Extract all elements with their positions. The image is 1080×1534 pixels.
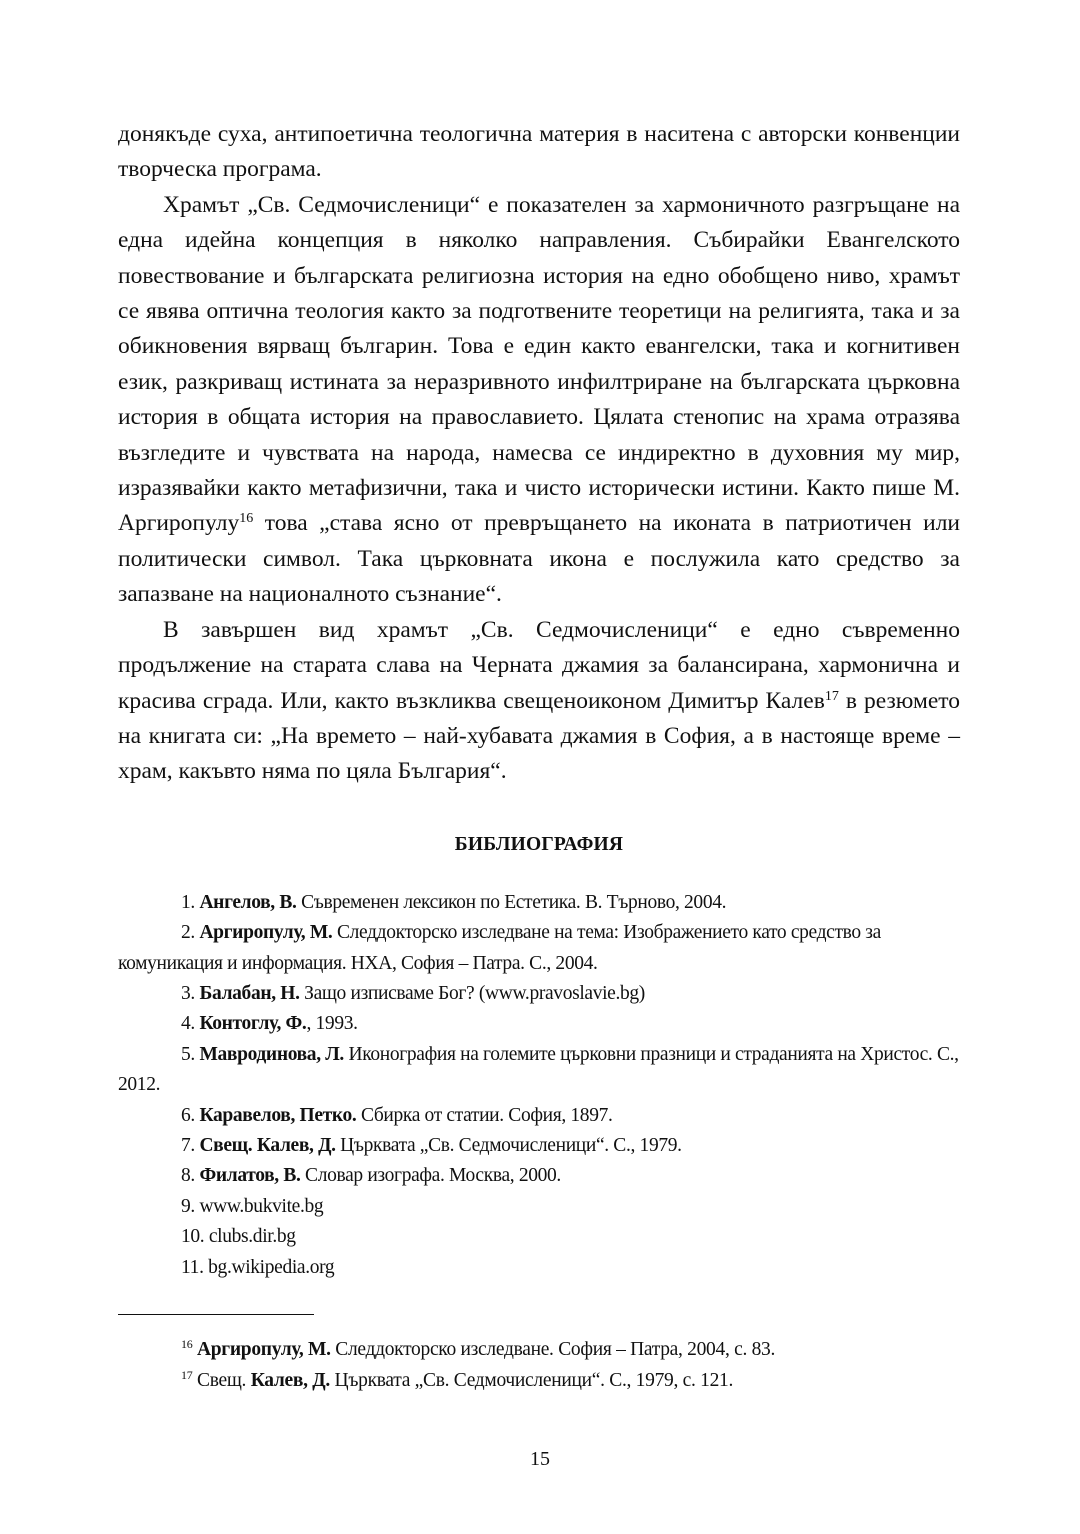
bibliography-author: Аргиропулу, М.	[199, 922, 333, 944]
bibliography-list	[118, 888, 960, 1283]
paragraph-2	[118, 188, 960, 613]
bibliography-item: 1. Ангелов, В. Съвременен лексикон по Естетика. В. Търново, 2004.	[181, 891, 727, 913]
bibliography-item: 2. Аргиропулу, М. Следдокторско изследване на тема: Изображението като средство за комуникация и информация. НХА, София – Патра. С., 2004.	[118, 922, 881, 974]
main-text	[118, 117, 960, 1283]
bibliography-author: Ангелов, В.	[199, 891, 297, 913]
bibliography-author: Контоглу, Ф.	[199, 1013, 307, 1035]
bibliography-heading: БИБЛИОГРАФИЯ	[454, 833, 624, 855]
footnote-ref-16[interactable]: 16	[239, 511, 254, 527]
footnote-ref-17[interactable]: 17	[824, 688, 839, 704]
bibliography-author: Балабан, Н.	[199, 982, 300, 1004]
bibliography-author: Филатов, В.	[199, 1165, 301, 1187]
footnote-separator	[118, 1314, 314, 1315]
bibliography-link[interactable]: www.bukvite.bg	[199, 1195, 324, 1217]
bibliography-item: 8. Филатов, В. Словар изографа. Москва, 2000.	[181, 1165, 561, 1187]
bibliography-item: 10. clubs.dir.bg	[181, 1226, 296, 1248]
paragraph-2-text: Храмът „Св. Седмочисленици“ е показателен за хармоничното разгръщане на една идейна концепция в няколко направления. Събирайки Евангелското повествование и българската религиозна история на едно обобщено ниво, храмът се явява оптична теология както за подготвените теоретици на религията, така и за обикновения вярващ българин. Това е един както евангелски, така и когнитивен език, разкриващ истината за неразривното инфилтриране на българската църковна история в общата история на православието. Цялата стенопис на храма отразява възгледите и чувствата на народа, намесва се индиректно в духовния му мир, изразявайки както метафизични, така и чисто исторически истини. Както пише М. Аргиропулу	[118, 191, 960, 537]
bibliography-author: Мавродинова, Л.	[199, 1043, 344, 1065]
bibliography-item: 6. Каравелов, Петко. Сбирка от статии. София, 1897.	[181, 1104, 613, 1126]
bibliography-item: 5. Мавродинова, Л. Иконография на големите църковни празници и страданията на Христос. С., 2012.	[118, 1043, 959, 1096]
bibliography-author: Свещ. Калев, Д.	[199, 1134, 336, 1156]
footnote-16: $^{16}$ Аргиропулу, М. Следдокторско изследване. София – Патра, 2004, с. 83.	[181, 1337, 776, 1360]
bibliography-link[interactable]: bg.wikipedia.org	[208, 1256, 335, 1278]
bibliography-author: Каравелов, Петко.	[199, 1104, 357, 1126]
paragraph-3-text-cont: в резюмето на книгата си: „На времето – най-хубавата джамия в София, а в настояще време – храм, какъвто няма по цяла България“.	[118, 687, 960, 785]
paragraph-1-text: донякъде суха, антипоетична теологична материя в наситена с авторски конвенции творческа програма.	[118, 121, 960, 183]
bibliography-item: 9. www.bukvite.bg	[181, 1195, 324, 1217]
paragraph-1	[118, 117, 960, 188]
footnote-17: $^{17}$ Свещ. Калев, Д. Църквата „Св. Седмочисленици“. С., 1979, с. 121.	[181, 1367, 734, 1391]
footnotes	[181, 1335, 961, 1396]
bibliography-item: 4. Контоглу, Ф., 1993.	[181, 1013, 358, 1035]
paragraph-3	[118, 613, 960, 790]
paragraph-2-text-cont: това „става ясно от превръщането на иконата в патриотичен или политически символ. Така църковната икона е послужила като средство за запазване на националното съзнание“.	[118, 510, 960, 608]
page-number: 15	[530, 1448, 550, 1470]
paragraph-3-text: В завършен вид храмът „Св. Седмочисленици“ е едно съвременно продължение на старата слава на Черната джамия за балансирана, хармонична и красива сграда. Или, както възкликва свещеноиконом Димитър Калев	[118, 616, 960, 714]
bibliography-item: 3. Балабан, Н. Защо изписваме Бог? (www.pravoslavie.bg)	[181, 982, 645, 1004]
bibliography-item: 7. Свещ. Калев, Д. Църквата „Св. Седмочисленици“. С., 1979.	[181, 1134, 682, 1156]
bibliography-item: 11. bg.wikipedia.org	[181, 1256, 335, 1278]
bibliography-link[interactable]: clubs.dir.bg	[208, 1226, 296, 1248]
